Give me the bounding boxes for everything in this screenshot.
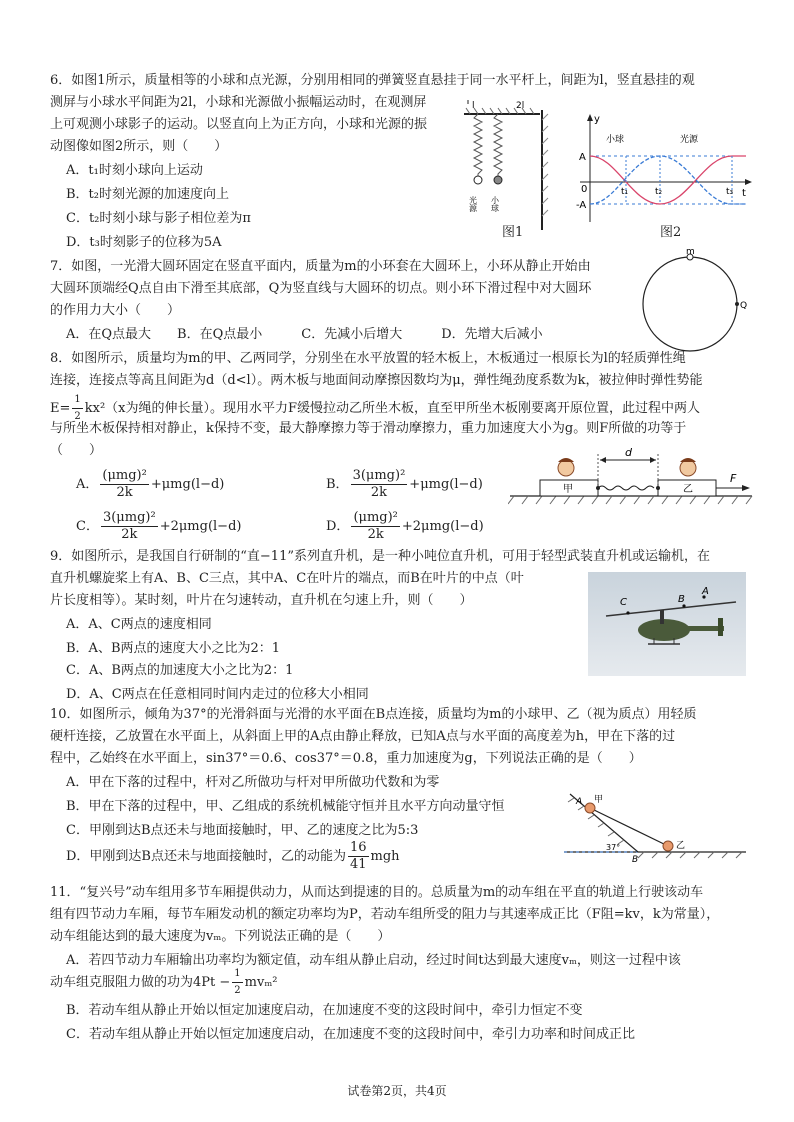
q10-option-b: B．甲在下落的过程中，甲、乙组成的系统机械能守恒并且水平方向动量守恒 [66, 799, 505, 814]
q9-fig-c: C [620, 597, 627, 608]
q10-line1: 10．如图所示，倾角为37°的光滑斜面与光滑的水平面在B点连接，质量均为m的小球甲、乙（视为质点）用轻质 [50, 707, 697, 722]
fig1-label-ball: 小球 [490, 196, 500, 212]
fig1-label-light: 光源 [468, 196, 478, 212]
q8-option-b: B． $\frac{\text{3(μmg)²}}{2k}$ +μmg(l−d) [326, 468, 483, 500]
q10-fig-b: B [632, 855, 639, 862]
q11-option-a-line1: A．若四节动力车厢输出功率均为额定值，动车组从静止启动，经过时间t达到最大速度vₘ，则这一过程中该 [66, 953, 681, 968]
q11-option-c: C．若动车组从静止开始以恒定加速度启动，在加速度不变的这段时间中，牵引力功率和时间成正比 [66, 1027, 635, 1042]
q8-line1: 8．如图所示，质量均为m的甲、乙两同学，分别坐在水平放置的轻木板上，木板通过一根原长为l的轻质弹性绳 [50, 351, 686, 366]
q7-line1: 7．如图，一光滑大圆环固定在竖直平面内，质量为m的小环套在大圆环上，小环从静止开始由 [50, 259, 591, 274]
q6-line4: 动图像如图2所示，则（ ） [50, 139, 228, 154]
fig2-y-label: y [594, 114, 600, 125]
q10-fig-yi: 乙 [676, 841, 686, 851]
q8-fig-f: F [730, 472, 737, 485]
q11-option-b: B．若动车组从静止开始以恒定加速度启动，在加速度不变的这段时间中，牵引力恒定不变 [66, 1003, 583, 1018]
q11-option-a-line2: 动车组克服阻力做的功为4Pt − $\frac{1}{2}$ mvₘ² [50, 968, 278, 996]
q6-option-d: D．t₃时刻影子的位移为5A [66, 235, 222, 250]
q6-fig2-caption: 图2 [660, 225, 682, 240]
q11-line1: 11．“复兴号”动车组用多节车厢提供动力，从而达到提速的目的。总质量为m的动车组在平直的轨道上行驶该动车 [50, 885, 704, 900]
q8-option-c: C． $\frac{\text{3(μmg)²}}{2k}$ +2μmg(l−d) [76, 510, 242, 542]
fig2-t3-label: t₃ [726, 187, 734, 197]
fig2-nega-label: -A [576, 200, 587, 211]
q9-line1: 9．如图所示，是我国自行研制的“直−11”系列直升机，是一种小吨位直升机，可用于轻型武装直升机或运输机，在 [50, 549, 710, 564]
q10-option-a: A．甲在下落的过程中，杆对乙所做功与杆对甲所做功代数和为零 [66, 775, 440, 790]
fig2-t1-label: t₁ [621, 187, 629, 197]
fig2-a-label: A [579, 152, 586, 163]
q9-option-a: A．A、C两点的速度相同 [66, 617, 212, 632]
q9-helicopter-photo [588, 572, 746, 676]
q8-fig-yi: 乙 [683, 484, 693, 495]
fig2-ball-label: 小球 [606, 135, 625, 145]
q10-fig-a: A [576, 797, 583, 807]
q9-fig-b: B [678, 594, 685, 605]
q8-half-fraction: $\frac{1}{2}$ [74, 394, 81, 422]
fig2-zero-label: 0 [581, 184, 588, 195]
q6-option-c: C．t₂时刻小球与影子相位差为π [66, 211, 251, 226]
q8-line2: 连接，连接点等高且间距为d（d<l）。两木板与地面间动摩擦因数均为μ，弹性绳劲度系数为k，被拉伸时弹性势能 [50, 373, 703, 388]
q6-line1: 6．如图1所示，质量相等的小球和点光源，分别用相同的弹簧竖直悬挂于同一水平杆上，间距为l，竖直悬挂的观 [50, 73, 695, 88]
q10-option-c: C．甲刚到达B点还未与地面接触时，甲、乙的速度之比为5:3 [66, 823, 419, 838]
q9-option-c: C．A、B两点的加速度大小之比为2：1 [66, 663, 294, 678]
q6-line3: 上可观测小球影子的运动。以竖直向上为正方向，小球和光源的振 [50, 117, 428, 132]
q8-line3: E= $\frac{1}{2}$ kx²（x为绳的伸长量）。现用水平力F缓慢拉动乙所坐木板，直至甲所坐木板刚要离开原位置，此过程中两人 [50, 392, 700, 425]
q9-option-d: D．A、C两点在任意相同时间内走过的位移大小相同 [66, 687, 369, 702]
q8-option-a: A． $\frac{\text{(μmg)²}}{2k}$ +μmg(l−d) [76, 468, 225, 500]
q10-fig-jia: 甲 [594, 795, 604, 805]
q6-option-a: A．t₁时刻小球向上运动 [66, 163, 203, 178]
q6-fig1-caption: 图1 [502, 225, 524, 240]
q11-line2: 组有四节动力车厢，每节车厢发动机的额定功率均为P，若动车组所受的阻力与其速率成正比（F阻=kv，k为常量）， [50, 907, 720, 922]
page-footer: 试卷第2页，共4页 [347, 1084, 447, 1098]
q10-option-d: D．甲刚到达B点还未与地面接触时，乙的动能为 $\frac{16}{41}$ mgh [66, 840, 400, 872]
q6-option-b: B．t₂时刻光源的加速度向上 [66, 187, 229, 202]
q8-line4: 与所坐木板保持相对静止，k保持不变，最大静摩擦力等于滑动摩擦力，重力加速度大小为g。则F所做的功等于 [50, 421, 687, 436]
q11-line3: 动车组能达到的最大速度为vₘ。下列说法正确的是（ ） [50, 929, 391, 944]
q7-fig-q: Q [740, 301, 748, 311]
fig2-t2-label: t₂ [655, 187, 663, 197]
fig1-label-2l: 2l [516, 101, 525, 111]
q7-fig-m: m [686, 248, 695, 257]
q7-figure [640, 248, 750, 360]
q7-options: A．在Q点最大 B．在Q点最小 C．先减小后增大 D．先增大后减小 [66, 327, 543, 342]
q10-line3: 程中，乙始终在水平面上，sin37°＝0.6、cos37°＝0.8，重力加速度为g，下列说法正确的是（ ） [50, 751, 642, 766]
q8-fig-d: d [625, 446, 632, 459]
q10-figure [560, 790, 750, 862]
q8-line5: （ ） [50, 443, 103, 458]
q6-figure2 [576, 112, 754, 224]
q7-line2: 大圆环顶端经Q点自由下滑至其底部，Q为竖直线与大圆环的切点。则小环下滑过程中对大圆环 [50, 281, 592, 296]
q8-figure [508, 446, 756, 508]
q8-option-d: D． $\frac{\text{(μmg)²}}{2k}$ +2μmg(l−d) [326, 510, 484, 542]
fig2-light-label: 光源 [680, 135, 699, 145]
q6-line2: 测屏与小球水平间距为2l，小球和光源做小振幅运动时，在观测屏 [50, 95, 427, 110]
q10-fig-angle: 37° [606, 843, 621, 852]
q9-line3: 片长度相等）。某时刻，叶片在匀速转动，直升机在匀速上升，则（ ） [50, 593, 473, 608]
q7-line3: 的作用力大小（ ） [50, 303, 181, 318]
q10-line2: 硬杆连接，乙放置在水平面上，从斜面上甲的A点由静止释放，已知A点与水平面的高度差为h，甲在下落的过 [50, 729, 676, 744]
q9-option-b: B．A、B两点的速度大小之比为2：1 [66, 641, 281, 656]
q9-fig-a: A [702, 586, 709, 597]
fig1-label-l: l [472, 101, 475, 111]
q9-line2: 直升机螺旋桨上有A、B、C三点，其中A、C在叶片的端点，而B在叶片的中点（叶 [50, 571, 524, 586]
q8-fig-jia: 甲 [563, 484, 573, 495]
fig2-t-label: t [742, 188, 746, 199]
